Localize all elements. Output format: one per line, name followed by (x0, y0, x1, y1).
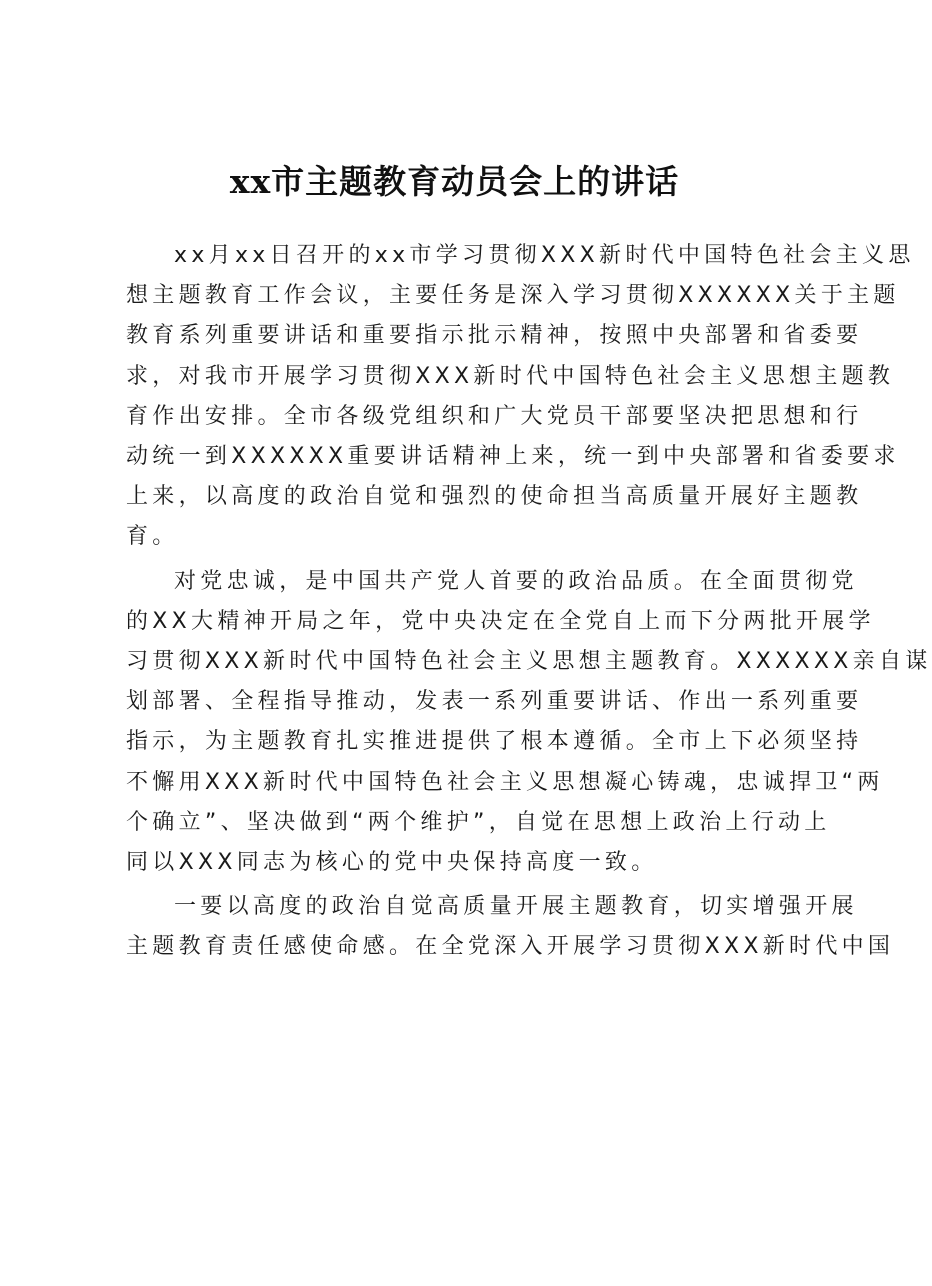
document-title: xx市主题教育动员会上的讲话 (229, 162, 680, 201)
paragraph-line: 求，对我市开展学习贯彻XXX新时代中国特色社会主义思想主题教 (126, 363, 895, 389)
paragraph-line: 教育系列重要讲话和重要指示批示精神，按照中央部署和省委要 (126, 323, 863, 349)
paragraph-line: xx月xx日召开的xx市学习贯彻XXX新时代中国特色社会主义思 (174, 243, 915, 268)
paragraph-line: 同以XXX同志为核心的党中央保持高度一致。 (126, 850, 658, 876)
paragraph-line: 上来，以高度的政治自觉和强烈的使命担当高质量开展好主题教 (126, 484, 863, 510)
paragraph-line: 不懈用XXX新时代中国特色社会主义思想凝心铸魂，忠诚捍卫“两 (126, 769, 884, 795)
paragraph-line: 动统一到XXXXXX重要讲话精神上来，统一到中央部署和省委要求 (126, 444, 900, 470)
paragraph-line: 对党忠诚，是中国共产党人首要的政治品质。在全面贯彻党 (174, 568, 858, 594)
paragraph-2 (126, 562, 932, 884)
paragraph-line: 个确立”、坚决做到“两个维护”，自觉在思想上政治上行动上 (126, 809, 831, 835)
paragraph-line: 育作出安排。全市各级党组织和广大党员干部要坚决把思想和行 (126, 403, 863, 429)
paragraph-3 (126, 887, 895, 967)
document-body (126, 236, 932, 972)
paragraph-line: 育。 (126, 524, 179, 550)
paragraph-line: 的XX大精神开局之年，党中央决定在全党自上而下分两批开展学 (126, 608, 875, 634)
paragraph-line: 一要以高度的政治自觉高质量开展主题教育，切实增强开展 (174, 894, 858, 920)
paragraph-1 (126, 236, 915, 558)
paragraph-line: 划部署、全程指导推动，发表一系列重要讲话、作出一系列重要 (126, 689, 863, 715)
paragraph-line: 想主题教育工作会议，主要任务是深入学习贯彻XXXXXX关于主题 (126, 283, 900, 309)
paragraph-line: 习贯彻XXX新时代中国特色社会主义思想主题教育。XXXXXX亲自谋 (126, 649, 932, 675)
paragraph-line: 主题教育责任感使命感。在全党深入开展学习贯彻XXX新时代中国 (126, 934, 895, 960)
paragraph-line: 指示，为主题教育扎实推进提供了根本遵循。全市上下必须坚持 (126, 729, 863, 755)
